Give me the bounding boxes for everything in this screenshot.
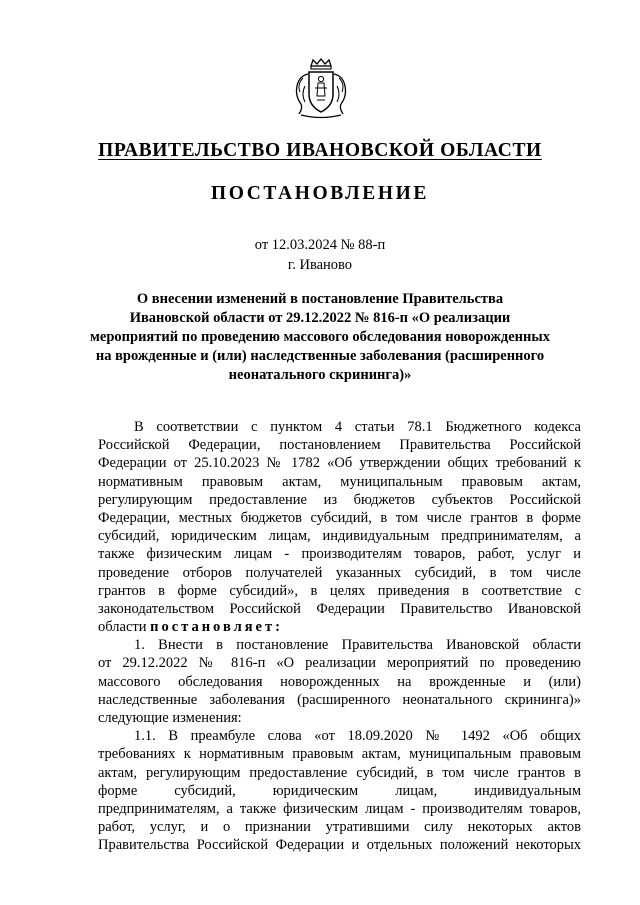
body-line: грантов в форме субсидий», в целях приведения в соответствие с bbox=[98, 582, 581, 599]
body-line: Российской Федерации, постановлением Правительства Российской bbox=[98, 437, 581, 454]
document-body bbox=[98, 418, 581, 855]
ivanovo-coat-of-arms-icon bbox=[291, 58, 351, 120]
document-subject bbox=[60, 290, 580, 385]
body-line: следующие изменения: bbox=[98, 710, 242, 726]
body-line: также физическим лицам - производителям товаров, работ, услуг и bbox=[98, 546, 581, 563]
body-line: Федерации, местных бюджетов субсидий, в том числе грантов в форме bbox=[98, 509, 581, 526]
body-line: наследственные заболевания (расширенного неонатального скрининга)» bbox=[98, 691, 581, 708]
body-line bbox=[98, 618, 581, 636]
document-type: ПОСТАНОВЛЕНИЕ bbox=[210, 183, 430, 204]
body-line: массового обследования новорожденных на врожденные и (или) bbox=[98, 673, 581, 690]
body-line: от 29.12.2022 № 816-п «О реализации мероприятий по проведению bbox=[98, 655, 581, 672]
subject-line: мероприятий по проведению массового обследования новорожденных bbox=[90, 329, 550, 345]
body-line: законодательством Российской Федерации Правительство Ивановской bbox=[98, 600, 581, 617]
body-line-prefix: области bbox=[98, 619, 151, 636]
document-date-number: от 12.03.2024 № 88-п bbox=[254, 237, 386, 253]
body-line: проведение отборов получателей указанных субсидий, в том числе bbox=[98, 564, 581, 581]
body-line: актам, регулирующим предоставление субсидий, в том числе грантов в bbox=[98, 764, 581, 781]
resolution-word: постановляет: bbox=[150, 619, 283, 636]
body-line: требованиях к нормативным правовым актам, муниципальным правовым bbox=[98, 746, 581, 763]
body-line: работ, услуг, и о признании утратившими силу некоторых актов bbox=[98, 819, 581, 836]
subject-line: на врожденные и (или) наследственные заболевания (расширенного bbox=[95, 348, 545, 364]
body-line: регулирующим предоставление из бюджетов субъектов Российской bbox=[98, 491, 581, 508]
body-line: Федерации от 25.10.2023 № 1782 «Об утверждении общих требований к bbox=[98, 455, 581, 472]
document-city: г. Иваново bbox=[287, 257, 353, 273]
body-line: нормативным правовым актам, муниципальным правовым актам, bbox=[98, 473, 581, 490]
government-title: ПРАВИТЕЛЬСТВО ИВАНОВСКОЙ ОБЛАСТИ bbox=[98, 140, 542, 161]
body-line: 1.1. В преамбуле слова «от 18.09.2020 № 1492 «Об общих bbox=[134, 728, 581, 745]
subject-line: неонатального скрининга)» bbox=[228, 367, 412, 383]
subject-line: Ивановской области от 29.12.2022 № 816-п «О реализации bbox=[129, 310, 511, 326]
body-line: Правительства Российской Федерации и отдельных положений некоторых bbox=[98, 837, 581, 854]
body-line: В соответствии с пунктом 4 статьи 78.1 Бюджетного кодекса bbox=[134, 419, 581, 435]
body-line: субсидий, юридическим лицам, индивидуальным предпринимателям, а bbox=[98, 528, 581, 545]
body-line: 1. Внести в постановление Правительства Ивановской области bbox=[134, 637, 581, 654]
body-line: предпринимателям, а также физическим лицам - производителям товаров, bbox=[98, 800, 581, 817]
subject-line: О внесении изменений в постановление Правительства bbox=[136, 291, 504, 307]
body-line: форме субсидий, юридическим лицам, индивидуальным bbox=[98, 782, 581, 799]
